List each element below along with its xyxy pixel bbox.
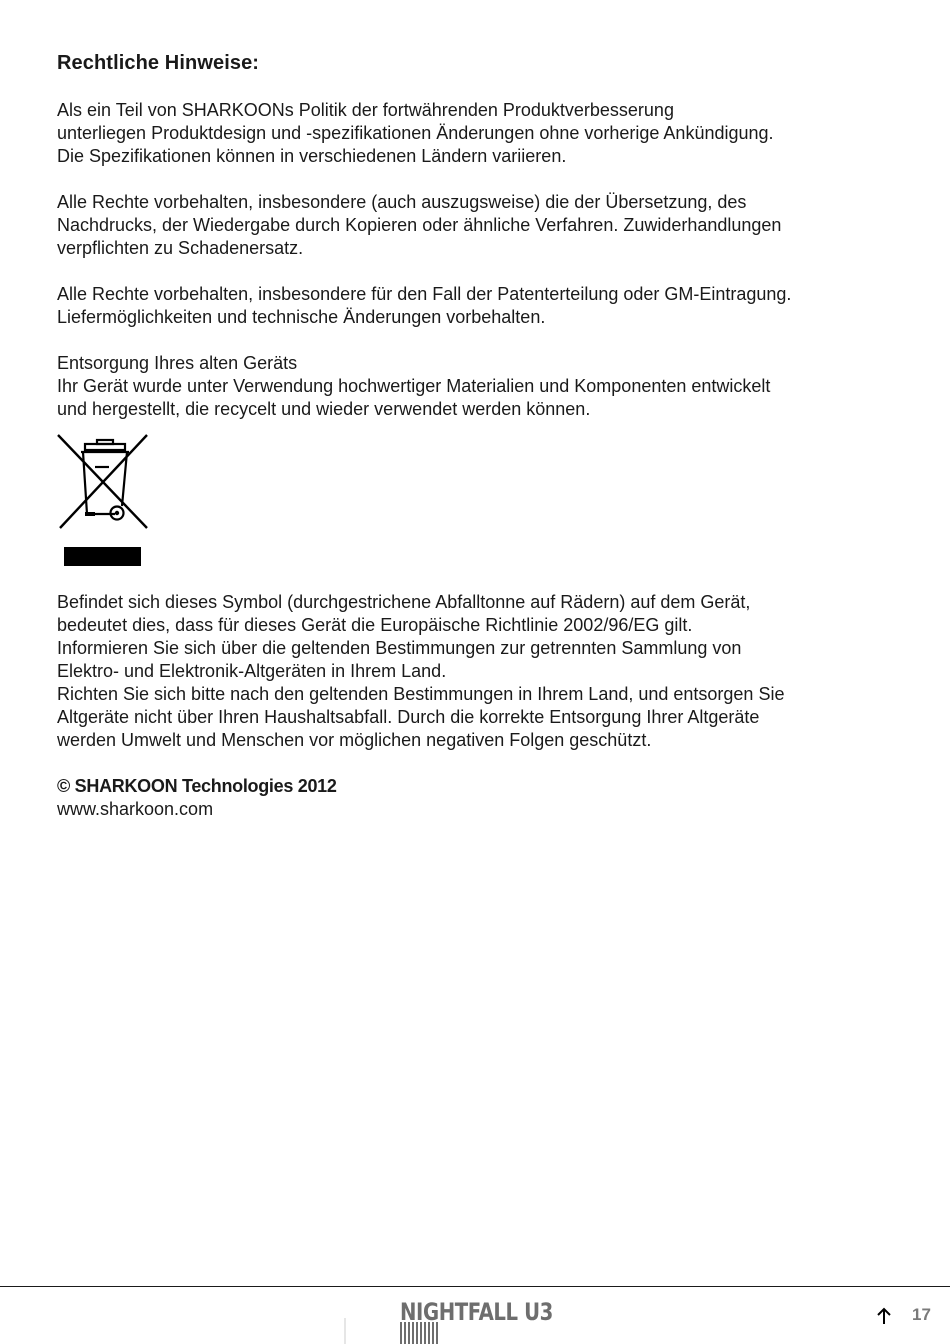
text-line: Alle Rechte vorbehalten, insbesondere für den Fall der Patenterteilung oder GM-Eintragung. [57, 284, 792, 304]
footer-divider [0, 1286, 950, 1287]
footer-brand-logo: NIGHTFALL U3 [400, 1298, 553, 1326]
text-line: Richten Sie sich bitte nach den geltenden Bestimmungen in Ihrem Land, und entsorgen Sie [57, 684, 785, 704]
text-line: Informieren Sie sich über die geltenden Bestimmungen zur getrennten Sammlung von [57, 638, 742, 658]
text-line: Liefermöglichkeiten und technische Änderungen vorbehalten. [57, 307, 546, 327]
crossed-out-wheelie-bin-icon [57, 434, 149, 530]
paragraph-disposal [57, 352, 893, 421]
text-line: und hergestellt, die recycelt und wieder verwendet werden können. [57, 399, 591, 419]
text-line: Alle Rechte vorbehalten, insbesondere (auch auszugsweise) die der Übersetzung, des [57, 192, 747, 212]
text-line: Altgeräte nicht über Ihren Haushaltsabfall. Durch die korrekte Entsorgung Ihrer Altgeräte [57, 707, 760, 727]
page-number: 17 [912, 1305, 931, 1324]
text-line: Nachdrucks, der Wiedergabe durch Kopieren oder ähnliche Verfahren. Zuwiderhandlungen [57, 215, 782, 235]
text-line: verpflichten zu Schadenersatz. [57, 238, 304, 258]
arrow-up-icon[interactable] [876, 1307, 892, 1325]
copyright-notice: © SHARKOON Technologies 2012 [57, 776, 337, 796]
paragraph-weee [57, 591, 893, 752]
text-line: Als ein Teil von SHARKOONs Politik der fortwährenden Produktverbesserung [57, 100, 674, 120]
weee-underline-bar [64, 547, 141, 566]
text-line: unterliegen Produktdesign und -spezifikationen Änderungen ohne vorherige Ankündigung. [57, 123, 774, 143]
text-line: bedeutet dies, dass für dieses Gerät die Europäische Richtlinie 2002/96/EG gilt. [57, 615, 693, 635]
page-title: Rechtliche Hinweise: [57, 52, 260, 74]
footer-mark [344, 1318, 346, 1344]
document-body [57, 52, 893, 821]
text-line: Die Spezifikationen können in verschiedenen Ländern variieren. [57, 146, 567, 166]
weee-symbol [57, 431, 893, 591]
paragraph-product-changes [57, 99, 893, 168]
paragraph-rights-reserved [57, 191, 893, 260]
text-line: werden Umwelt und Menschen vor möglichen negativen Folgen geschützt. [57, 730, 652, 750]
website-link[interactable]: www.sharkoon.com [57, 799, 214, 819]
text-line: Entsorgung Ihres alten Geräts [57, 353, 298, 373]
text-line: Befindet sich dieses Symbol (durchgestrichene Abfalltonne auf Rädern) auf dem Gerät, [57, 592, 751, 612]
paragraph-patent [57, 283, 893, 329]
text-line: Ihr Gerät wurde unter Verwendung hochwertiger Materialien und Komponenten entwickelt [57, 376, 771, 396]
text-line: Elektro- und Elektronik-Altgeräten in Ihrem Land. [57, 661, 447, 681]
